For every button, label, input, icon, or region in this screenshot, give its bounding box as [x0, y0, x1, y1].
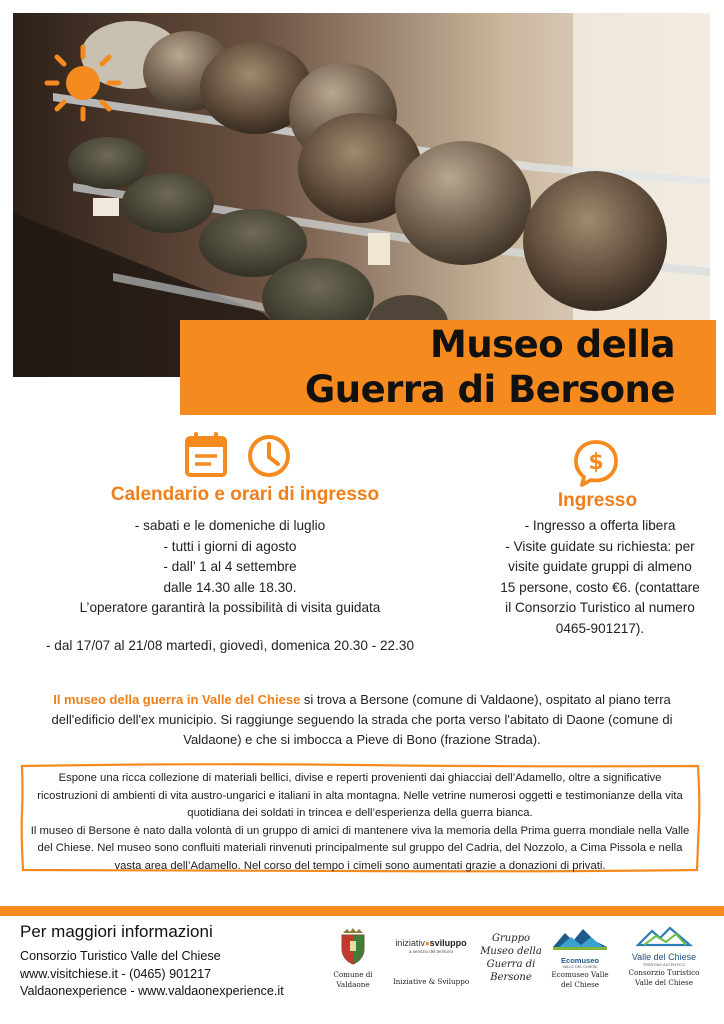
calendar-icon: [184, 432, 228, 478]
sviluppo-brand-a: iniziativ: [395, 938, 425, 948]
clock-icon: [246, 433, 292, 479]
comune-caption: Comune di Valdaone: [333, 970, 373, 989]
contact-line[interactable]: Valdaonexperience - www.valdaonexperience.it: [20, 984, 284, 998]
sviluppo-tagline: a servizio del territorio: [408, 949, 453, 954]
entry-lines: [500, 516, 700, 639]
schedule-line: - sabati e le domeniche di luglio: [134, 518, 326, 533]
ecomuseo-logo: [549, 925, 611, 990]
schedule-evening: - dal 17/07 al 21/08 martedì, giovedì, domenica 20.30 - 22.30: [45, 638, 415, 653]
valle-tagline: TRENTINO AUTENTICO: [642, 963, 686, 967]
schedule-line: - dall’ 1 al 4 settembre: [163, 559, 297, 574]
sun-icon: [43, 43, 123, 123]
contact-line: Consorzio Turistico Valle del Chiese: [20, 949, 221, 963]
schedule-lines: [20, 516, 440, 619]
contact-block: [20, 948, 284, 1001]
ecomuseo-brand: Ecomuseo: [561, 956, 599, 965]
valle-caption: Consorzio Turistico Valle del Chiese: [628, 968, 700, 987]
location-paragraph: [22, 690, 702, 750]
entry-title: Ingresso: [557, 490, 638, 511]
more-info-heading: Per maggiori informazioni: [20, 922, 213, 941]
location-highlight: Il museo della guerra in Valle del Chiese: [53, 692, 301, 707]
schedule-title: Calendario e orari di ingresso: [110, 484, 380, 505]
valle-brand: Valle del Chiese: [631, 952, 697, 962]
valle-mountain-icon: [634, 925, 694, 947]
ecomuseo-caption: Ecomuseo Valle del Chiese: [551, 970, 609, 989]
svg-text:$: $: [588, 450, 604, 475]
description-paragraph: Il museo di Bersone è nato dalla volontà di un gruppo di amici di mantenere viva la memoria della Prima guerra mondiale nella Valle del Chiese. Nel museo sono confluiti materiali rinvenuti principalmente sul gruppo del Cadria, del Nozzolo, a Cima Pissola e nella vasta area dell’Adamello. Nel corso del tempo i cimeli sono aumentati grazie a donazioni di privati.: [30, 824, 690, 872]
gruppo-museo-logo: Gruppo Museo della Guerra di Bersone: [480, 933, 542, 983]
sviluppo-caption: Iniziative & Sviluppo: [392, 977, 470, 986]
valle-chiese-logo: [622, 925, 706, 988]
contact-line[interactable]: www.visitchiese.it - (0465) 901217: [20, 966, 212, 981]
sviluppo-logo: iniziativ●sviluppo a servizio del territorio Iniziative & Sviluppo: [392, 938, 470, 986]
title-line-2: Guerra di Bersone: [304, 368, 675, 411]
location-text: si trova a Bersone (comune di Valdaone), ospitato al piano terra dell'edificio dell'ex municipio. Si raggiunge seguendo la strada che porta verso l'abitato di Daone (comune di Valdaone) e che si imbocca a Pieve di Bono (frazione Strada).: [51, 692, 673, 747]
page-title: [255, 322, 675, 412]
schedule-line: L’operatore garantirà la possibilità di visita guidata: [79, 600, 381, 615]
footer-divider: [0, 906, 724, 916]
description-paragraph: Espone una ricca collezione di materiali bellici, divise e reperti provenienti dai ghiacciai dell’Adamello, oltre a significative ricostruzioni di ambienti di vita austro-ungarici e italiani in alta montagna. Nelle vetrine numerosi oggetti e testimonianze della vita quotidiana dei soldati in trincea e dell’esperienza della guerra bianca.: [37, 772, 683, 820]
schedule-line: - tutti i giorni di agosto: [163, 538, 297, 554]
entry-line: - Visite guidate su richiesta: per visite guidate gruppi di almeno 15 persone, costo €6. (contattare il Consorzio Turistico al numero 0465-901217).: [500, 538, 700, 636]
comune-logo: [331, 927, 375, 990]
sviluppo-brand-b: sviluppo: [429, 938, 467, 948]
ecomuseo-mountain-icon: [551, 925, 609, 951]
description-text: [30, 770, 690, 876]
entry-line: - Ingresso a offerta libera: [524, 518, 676, 533]
ecomuseo-tagline: VALLE DEL CHIESE: [562, 965, 598, 969]
title-line-1: Museo della: [430, 323, 675, 366]
coat-of-arms-icon: [338, 927, 368, 965]
dollar-icon: [572, 438, 620, 488]
schedule-line: dalle 14.30 alle 18.30.: [163, 579, 297, 595]
